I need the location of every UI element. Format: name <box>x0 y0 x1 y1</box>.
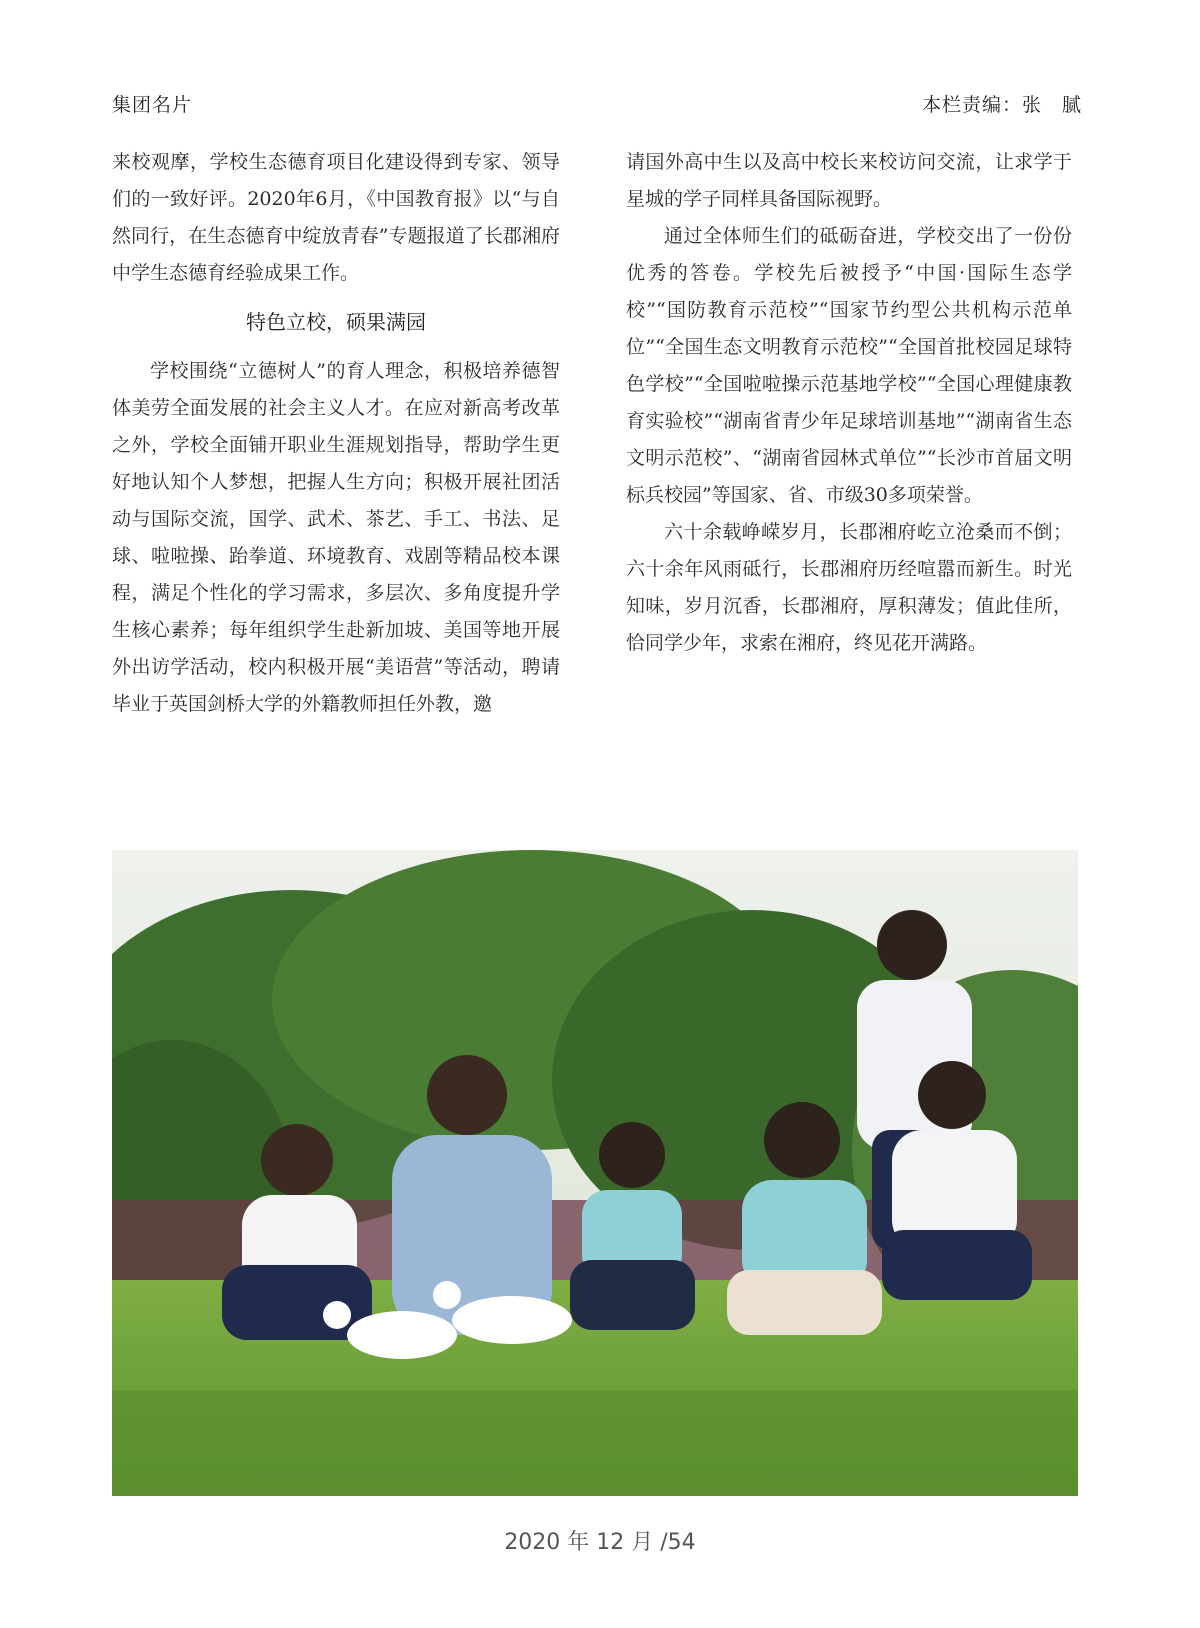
section-title: 集团名片 <box>112 94 193 116</box>
photo-illustration <box>112 850 1078 1496</box>
editor-credit: 本栏责编：张 腻 <box>921 94 1082 116</box>
paragraph-honors: 通过全体师生们的砥砺奋进，学校交出了一份份优秀的答卷。学校先后被授予“中国·国际生态学校”“国防教育示范校”“国家节约型公共机构示范单位”“全国生态文明教育示范校”“全国首批校园足球特色学校”“全国啦啦操示范基地学校”“全国心理健康教育实验校”“湖南省青少年足球培训基地”“湖南省生态文明示范校”、“湖南省园林式单位”“长沙市首届文明标兵校园”等国家、省、市级30多项荣誉。 <box>626 225 1072 506</box>
left-column <box>112 144 560 723</box>
section-heading: 特色立校，硕果满园 <box>246 310 426 334</box>
group-photo <box>112 850 1078 1496</box>
paragraph-features: 学校围绕“立德树人”的育人理念，积极培养德智体美劳全面发展的社会主义人才。在应对新高考改革之外，学校全面铺开职业生涯规划指导，帮助学生更好地认知个人梦想，把握人生方向；积极开展社团活动与国际交流，国学、武术、茶艺、手工、书法、足球、啦啦操、跆拳道、环境教育、戏剧等精品校本课程，满足个性化的学习需求，多层次、多角度提升学生核心素养；每年组织学生赴新加坡、美国等地开展外出访学活动，校内积极开展“美语营”等活动，聘请毕业于英国剑桥大学的外籍教师担任外教，邀 <box>112 360 560 715</box>
paragraph-continued: 来校观摩，学校生态德育项目化建设得到专家、领导们的一致好评。2020年6月，《中国教育报》以“与自然同行，在生态德育中绽放青春”专题报道了长郡湘府中学生态德育经验成果工作。 <box>112 151 560 284</box>
page-footer: 2020 年 12 月 /54 <box>504 1530 696 1555</box>
right-column <box>626 144 1072 662</box>
paragraph-continued-right: 请国外高中生以及高中校长来校访问交流，让求学于星城的学子同样具备国际视野。 <box>626 151 1072 210</box>
paragraph-closing: 六十余载峥嵘岁月，长郡湘府屹立沧桑而不倒；六十余年风雨砥行，长郡湘府历经喧嚣而新生。时光知味，岁月沉香，长郡湘府，厚积薄发；值此佳所，恰同学少年，求索在湘府，终见花开满路。 <box>626 521 1072 654</box>
